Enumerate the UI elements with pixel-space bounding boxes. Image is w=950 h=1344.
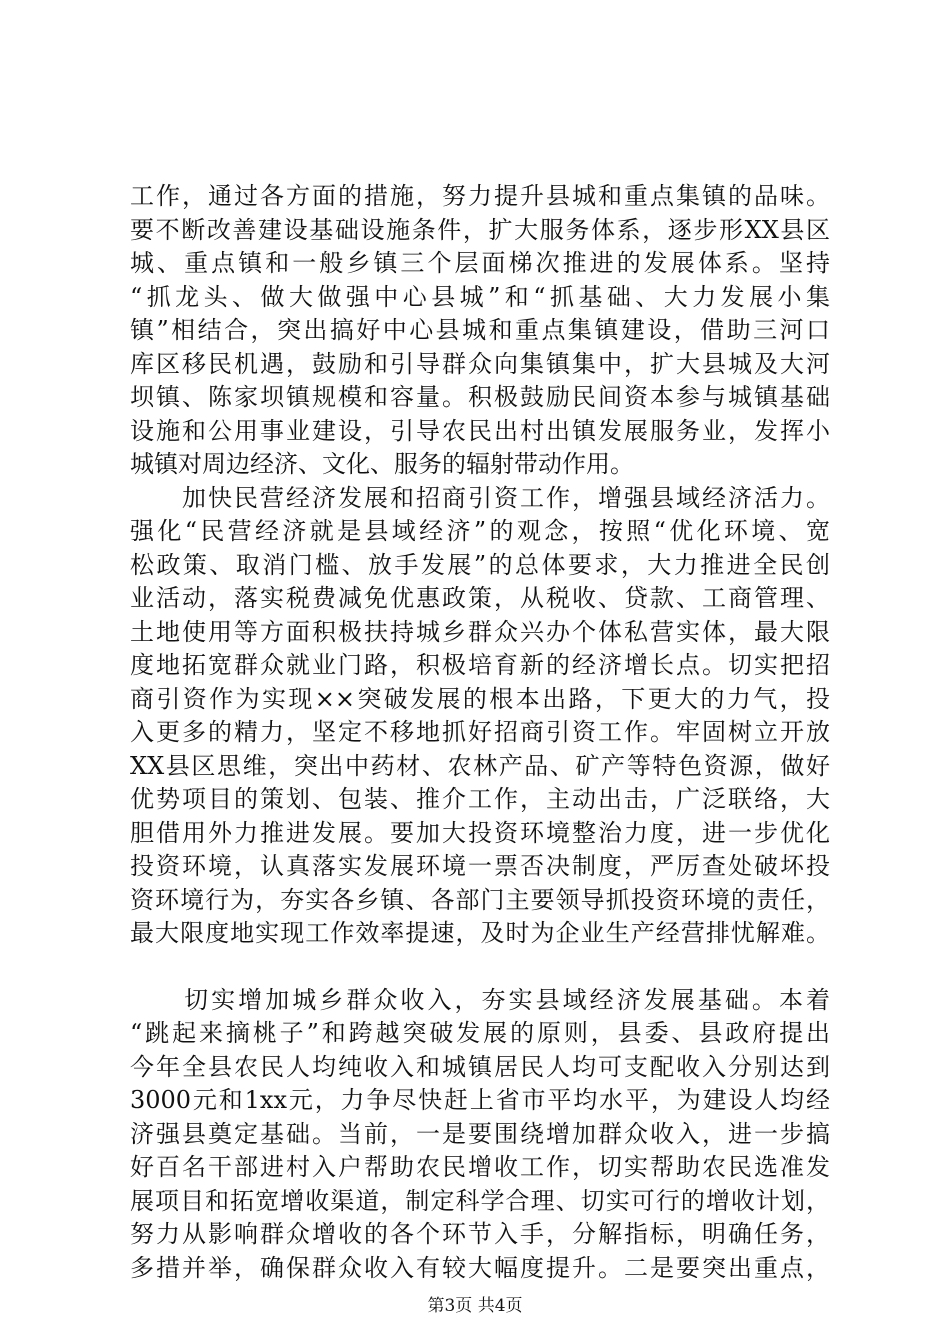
text-line: 城、重点镇和一般乡镇三个层面梯次推进的发展体系。坚持 <box>130 249 830 277</box>
text-line: 设施和公用事业建设，引导农民出村出镇发展服务业，发挥小 <box>130 416 830 445</box>
text-line: 胆借用外力推进发展。要加大投资环境整治力度，进一步优化 <box>130 818 830 847</box>
text-line: 努力从影响群众增收的各个环节入手，分解指标，明确任务， <box>130 1220 830 1248</box>
text-line: “抓龙头、做大做强中心县城”和“抓基础、大力发展小集 <box>130 282 830 311</box>
text-line: 优势项目的策划、包装、推介工作，主动出击，广泛联络，大 <box>130 785 830 813</box>
text-line: 展项目和拓宽增收渠道，制定科学合理、切实可行的增收计划， <box>130 1186 830 1215</box>
text-line: 镇”相结合，突出搞好中心县城和重点集镇建设，借助三河口 <box>130 316 830 344</box>
text-line: “跳起来摘桃子”和跨越突破发展的原则，县委、县政府提出 <box>130 1019 830 1047</box>
text-line: 强化“民营经济就是县域经济”的观念，按照“优化环境、宽 <box>130 517 830 545</box>
text-line: 资环境行为，夯实各乡镇、各部门主要领导抓投资环境的责任， <box>130 885 830 914</box>
text-line: 投资环境，认真落实发展环境一票否决制度，严厉查处破坏投 <box>130 852 830 880</box>
text-line: 要不断改善建设基础设施条件，扩大服务体系，逐步形XX县区 <box>130 215 830 244</box>
text-line: 好百名干部进村入户帮助农民增收工作，切实帮助农民选准发 <box>130 1153 830 1181</box>
text-line: 坝镇、陈家坝镇规模和容量。积极鼓励民间资本参与城镇基础 <box>130 383 830 411</box>
paragraph-1 <box>130 180 830 482</box>
paragraph-spacer <box>130 951 830 984</box>
text-line: 库区移民机遇，鼓励和引导群众向集镇集中，扩大县城及大河 <box>130 349 830 378</box>
document-body <box>130 180 830 1285</box>
page-number-label: 第3页 共4页 <box>427 1296 523 1316</box>
paragraph-2 <box>130 482 830 951</box>
text-line: 最大限度地实现工作效率提速，及时为企业生产经营排忧解难。 <box>130 919 830 947</box>
text-line: 多措并举，确保群众收入有较大幅度提升。二是要突出重点， <box>130 1253 830 1282</box>
text-line: 商引资作为实现××突破发展的根本出路，下更大的力气，投 <box>130 684 830 713</box>
text-line: 切实增加城乡群众收入，夯实县域经济发展基础。本着 <box>130 985 830 1014</box>
text-line: 加快民营经济发展和招商引资工作，增强县域经济活力。 <box>130 483 830 512</box>
text-line: XX县区思维，突出中药材、农林产品、矿产等特色资源，做好 <box>130 751 830 780</box>
text-line: 3000元和1xx元，力争尽快赶上省市平均水平，为建设人均经 <box>130 1086 830 1114</box>
text-line: 济强县奠定基础。当前，一是要围绕增加群众收入，进一步搞 <box>130 1119 830 1148</box>
text-line: 松政策、取消门槛、放手发展”的总体要求，大力推进全民创 <box>130 550 830 579</box>
text-line: 城镇对周边经济、文化、服务的辐射带动作用。 <box>130 450 634 478</box>
text-line: 度地拓宽群众就业门路，积极培育新的经济增长点。切实把招 <box>130 651 830 679</box>
text-line: 业活动，落实税费减免优惠政策，从税收、贷款、工商管理、 <box>130 584 830 612</box>
page-footer <box>0 1296 950 1316</box>
text-line: 今年全县农民人均纯收入和城镇居民人均可支配收入分别达到 <box>130 1052 830 1081</box>
paragraph-3 <box>130 984 830 1286</box>
text-line: 入更多的精力，坚定不移地抓好招商引资工作。牢固树立开放 <box>130 718 830 746</box>
text-line: 工作，通过各方面的措施，努力提升县城和重点集镇的品味。 <box>130 182 830 210</box>
text-line: 土地使用等方面积极扶持城乡群众兴办个体私营实体，最大限 <box>130 617 830 646</box>
